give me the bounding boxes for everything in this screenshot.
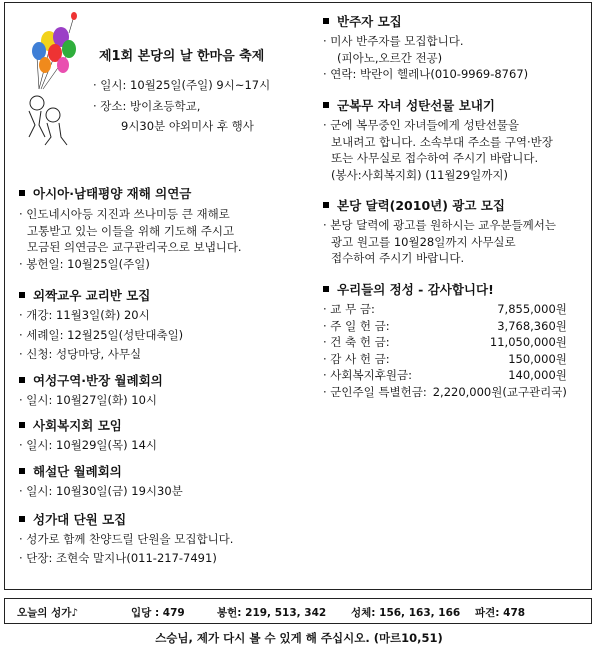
- bullet-square-icon: [323, 102, 329, 108]
- section-line: · 군에 복무중인 자녀들에게 성탄선물을: [323, 118, 520, 132]
- section-line: · 일시: 10월30일(금) 19시30분: [19, 484, 183, 498]
- balloons-kids-illustration: [19, 11, 99, 151]
- offering-amount: 7,855,000원: [497, 302, 567, 316]
- bullet-square-icon: [19, 190, 25, 196]
- section-line: · 세례일: 12월25일(성탄대축일): [19, 327, 184, 342]
- hymn-offertory: 봉헌: 219, 513, 342: [217, 607, 327, 619]
- section-line: · 본당 달력에 광고를 원하시는 교우분들께서는: [323, 218, 557, 232]
- bullet-square-icon: [19, 377, 25, 383]
- section-title: 반주자 모집: [323, 13, 528, 30]
- section-line: 광고 원고를 10월28일까지 사무실로: [331, 234, 516, 249]
- section-line: 고통받고 있는 이들을 위해 기도해 주시고: [27, 223, 235, 238]
- offering-amount: 140,000원: [508, 368, 567, 382]
- section-line: · 신청: 성당마당, 사무실: [19, 347, 142, 361]
- offering-amount: 150,000원: [508, 351, 567, 366]
- section-line: · 단장: 조현숙 말지나(011-217-7491): [19, 550, 217, 565]
- bullet-square-icon: [19, 422, 25, 428]
- hymn-label: 오늘의 성가♪: [17, 607, 79, 619]
- offering-label: · 교 무 금:: [323, 302, 375, 316]
- section-catechism: [19, 287, 183, 363]
- section-line: · 인도네시아등 지진과 쓰나미등 큰 재해로: [19, 207, 230, 221]
- festival-mass: 9시30분 야외미사 후 행사: [121, 119, 254, 133]
- table-row: [323, 384, 567, 401]
- section-line: 또는 사무실로 접수하여 주시기 바랍니다.: [331, 151, 539, 165]
- bullet-square-icon: [323, 202, 329, 208]
- offering-label: · 군인주일 특별헌금:: [323, 384, 427, 399]
- offering-label: · 감 사 헌 금:: [323, 351, 390, 366]
- section-choir-recruit: [19, 511, 233, 566]
- bullet-square-icon: [323, 286, 329, 292]
- table-row: [323, 367, 567, 384]
- festival-info: [93, 77, 270, 135]
- section-title: 아시아·남태평양 재해 의연금: [19, 185, 242, 202]
- section-disaster-relief: [19, 185, 242, 272]
- bulletin-frame: [4, 2, 592, 590]
- bullet-square-icon: [19, 468, 25, 474]
- hymn-entrance: 입당 : 479: [131, 607, 185, 619]
- offering-amount: 2,220,000원(교구관리국): [432, 384, 567, 399]
- festival-place: · 장소: 방이초등학교,: [93, 98, 201, 113]
- section-title: 군복무 자녀 성탄선물 보내기: [323, 97, 553, 114]
- bullet-square-icon: [323, 18, 329, 24]
- section-line: · 봉헌일: 10월25일(주일): [19, 256, 150, 271]
- section-organist-recruit: [323, 13, 528, 83]
- section-title: 우리들의 정성 - 감사합니다!: [323, 281, 567, 298]
- section-line: · 일시: 10월29일(목) 14시: [19, 438, 158, 452]
- bullet-square-icon: [19, 516, 25, 522]
- section-line: (봉사:사회복지회) (11월29일까지): [331, 167, 508, 182]
- bible-verse: 스승님, 제가 다시 볼 수 있게 해 주십시오. (마르10,51): [155, 631, 443, 645]
- table-row: [323, 301, 567, 318]
- section-line: · 성가로 함께 찬양드릴 단원을 모집합니다.: [19, 532, 234, 546]
- section-line: · 개강: 11월3일(화) 20시: [19, 308, 150, 322]
- offering-label: · 건 축 헌 금:: [323, 335, 390, 349]
- section-commentators-meeting: [19, 463, 183, 500]
- section-offerings: [323, 281, 567, 400]
- section-line: 모금된 의연금은 교구관리국으로 보냅니다.: [27, 240, 242, 254]
- table-row: [323, 334, 567, 351]
- table-row: [323, 351, 567, 368]
- festival-date: · 일시: 10월25일(주일) 9시~17시: [93, 78, 271, 92]
- offering-amount: 11,050,000원: [489, 335, 567, 349]
- section-women-meeting: [19, 372, 163, 409]
- offering-amount: 3,768,360원: [497, 318, 567, 333]
- festival-title: 제1회 본당의 날 한마음 축제: [99, 49, 265, 64]
- section-line: 보내려고 합니다. 소속부대 주소를 구역·반장: [331, 134, 553, 149]
- table-row: [323, 318, 567, 335]
- offerings-table: [323, 301, 567, 400]
- section-military-gifts: [323, 97, 553, 183]
- section-line: · 미사 반주자를 모집합니다.: [323, 34, 464, 48]
- section-line: (피아노,오르간 전공): [337, 50, 443, 65]
- offering-label: · 사회복지후원금:: [323, 368, 412, 382]
- hymn-communion: 성체: 156, 163, 166: [351, 607, 461, 619]
- section-welfare-meeting: [19, 417, 157, 454]
- section-title: 해설단 월례회의: [19, 463, 183, 480]
- section-line: · 연락: 박란이 헬레나(010-9969-8767): [323, 67, 529, 81]
- hymn-footer: [4, 598, 592, 624]
- section-title: 본당 달력(2010년) 광고 모집: [323, 197, 556, 214]
- hymn-recessional: 파견: 478: [475, 607, 526, 619]
- section-line: · 일시: 10월27일(화) 10시: [19, 393, 158, 407]
- offering-label: · 주 일 헌 금:: [323, 318, 390, 333]
- section-calendar-ads: [323, 197, 556, 267]
- bullet-square-icon: [19, 292, 25, 298]
- section-title: 외짝교우 교리반 모집: [19, 287, 183, 304]
- section-title: 성가대 단원 모집: [19, 511, 233, 528]
- section-line: 접수하여 주시기 바랍니다.: [331, 251, 465, 265]
- section-title: 여성구역·반장 월례회의: [19, 372, 163, 389]
- section-title: 사회복지회 모임: [19, 417, 157, 434]
